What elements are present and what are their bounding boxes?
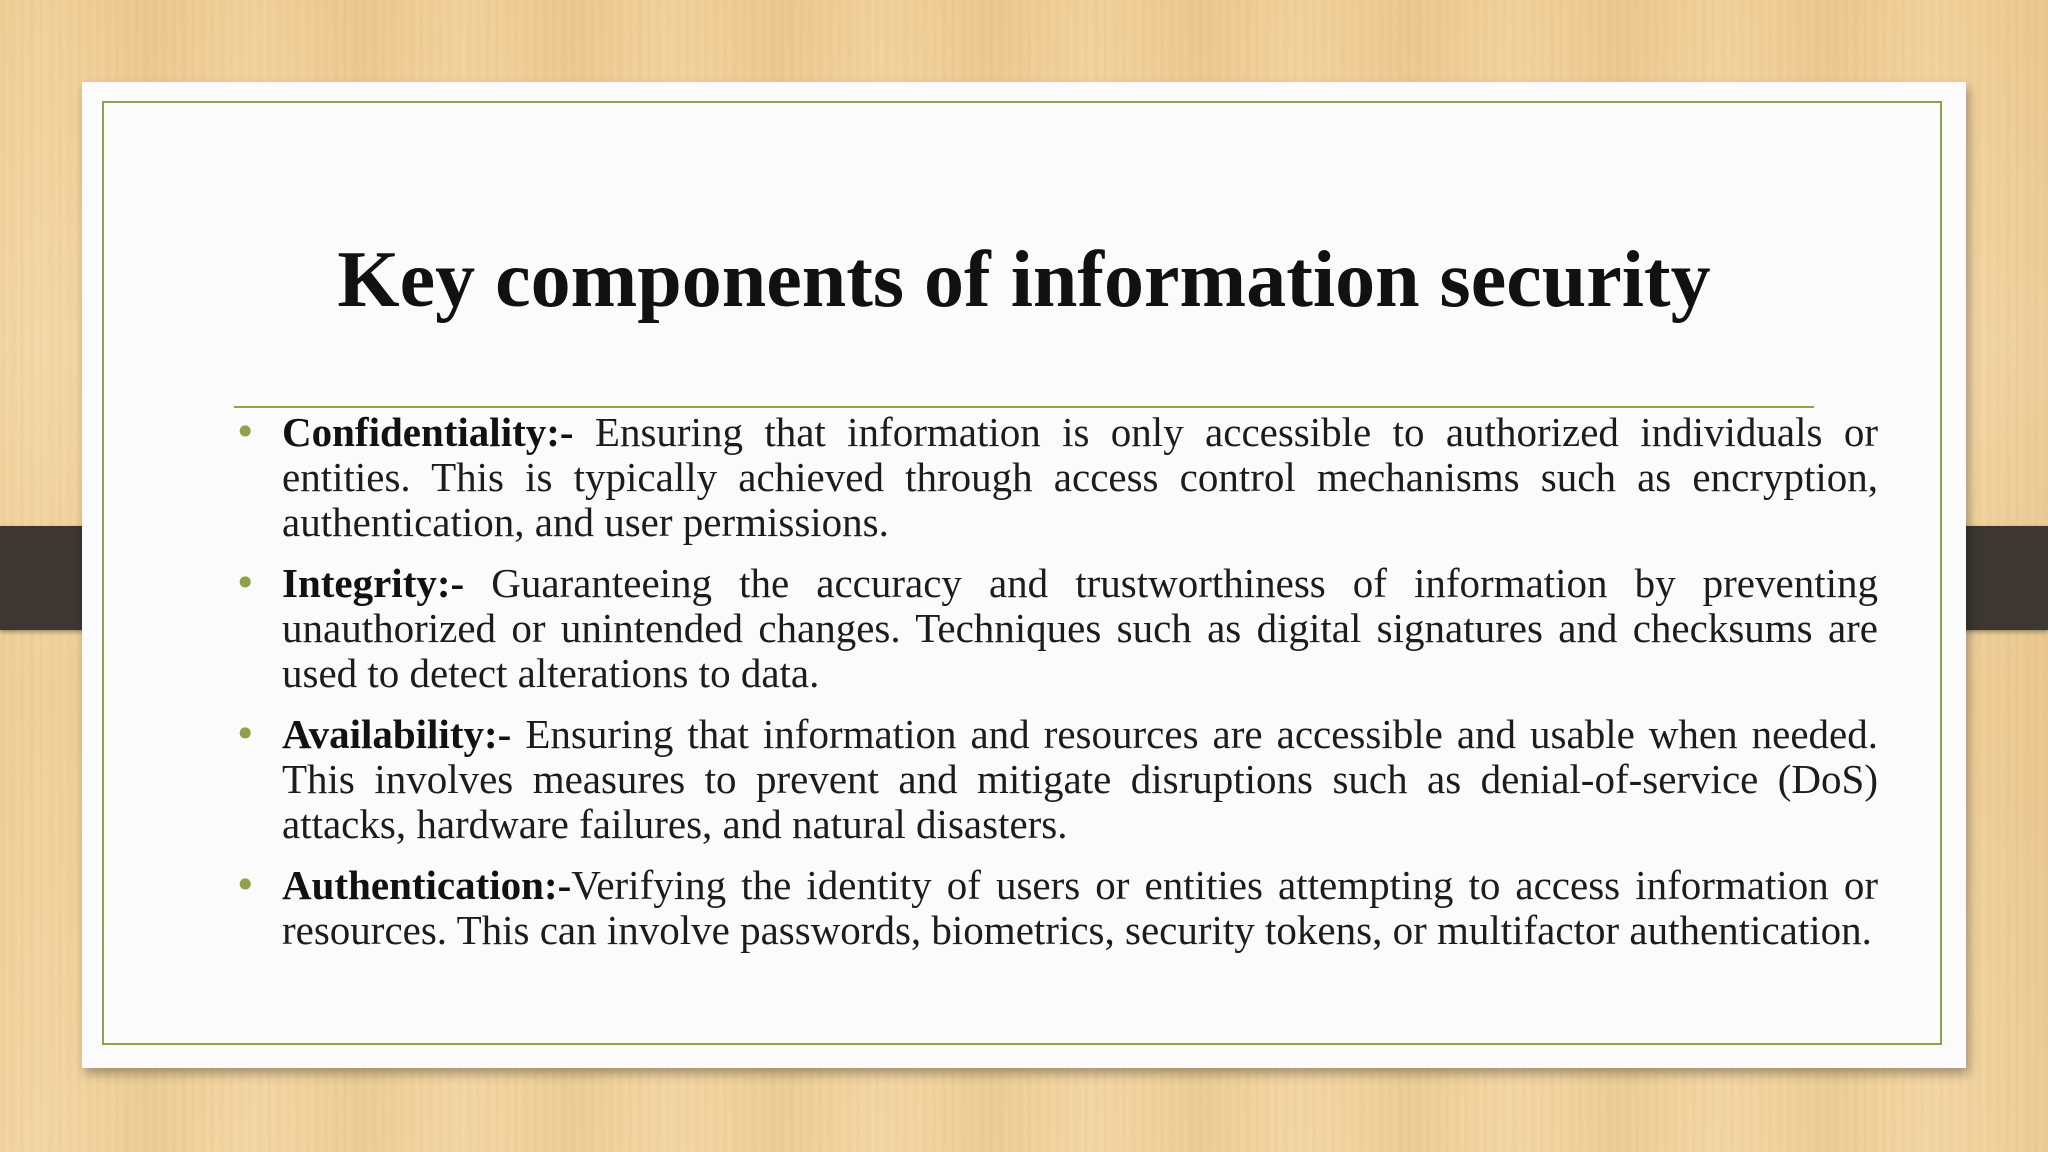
bullet-text: Ensuring that information and resources are accessible and usable when needed. This involves measures to prevent and mitigate disruptions such as denial-of-service (DoS) attacks, hardware failures, and natural disasters.	[282, 711, 1878, 847]
bullet-text: Ensuring that information is only accessible to authorized individuals or entities. This is typically achieved through access control mechanisms such as encryption, authentication, and user permissions.	[282, 409, 1878, 545]
bullet-list	[234, 409, 1878, 969]
slide-title: Key components of information security	[337, 236, 1711, 324]
title-divider	[234, 406, 1814, 408]
bullet-term: Availability:-	[282, 711, 512, 757]
bullet-availability	[234, 711, 1878, 847]
bullet-dot-icon: •	[234, 712, 257, 756]
bullet-text: Guaranteeing the accuracy and trustworthiness of information by preventing unauthorized or unintended changes. Techniques such as digital signatures and checksums are used to detect alterations to data.	[282, 560, 1878, 696]
bullet-authentication	[234, 862, 1878, 953]
bullet-integrity	[234, 560, 1878, 696]
bullet-term: Authentication:-	[282, 862, 572, 908]
bullet-dot-icon: •	[234, 863, 257, 907]
slide	[82, 82, 1966, 1068]
bullet-text: Verifying the identity of users or entities attempting to access information or resources. This can involve passwords, biometrics, security tokens, or multifactor authentication.	[282, 862, 1878, 953]
bullet-confidentiality	[234, 409, 1878, 545]
bullet-dot-icon: •	[234, 561, 257, 605]
bullet-term: Confidentiality:-	[282, 409, 574, 455]
bullet-dot-icon: •	[234, 410, 257, 454]
bullet-term: Integrity:-	[282, 560, 465, 606]
